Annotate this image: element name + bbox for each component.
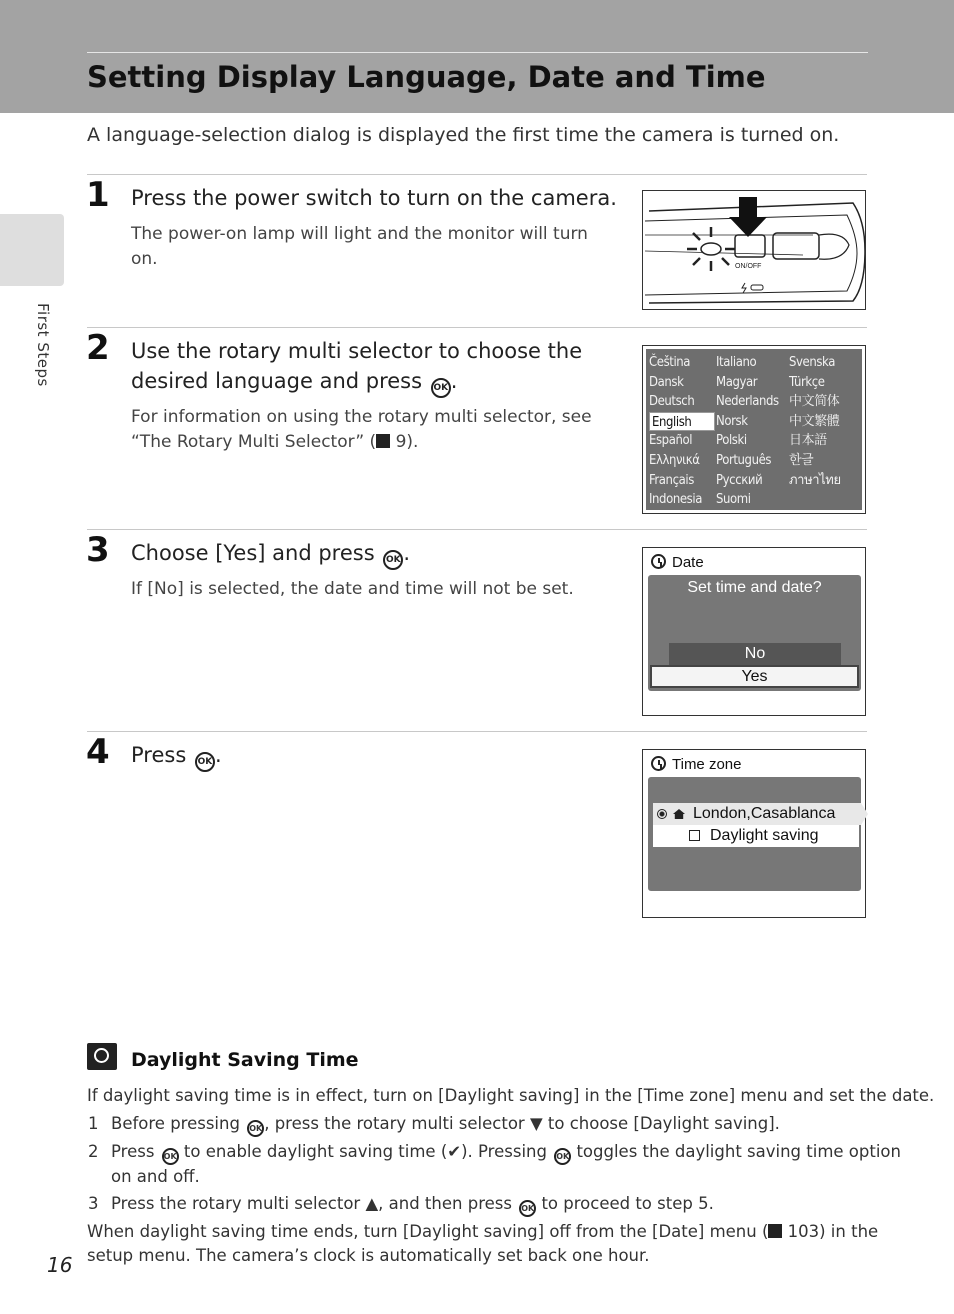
list-item <box>111 1192 714 1217</box>
language-grid <box>646 349 862 510</box>
clock-icon <box>651 756 666 771</box>
switch-label: ON/OFF <box>735 263 762 270</box>
step-title <box>131 538 410 570</box>
step-number: 3 <box>86 530 110 570</box>
header-band <box>0 0 954 113</box>
tip-outro-text: When daylight saving time ends, turn [Daylight saving] off from the [Date] menu ( <box>87 1222 769 1241</box>
language-column <box>716 353 779 510</box>
language-item[interactable]: 日本語 <box>789 433 827 449</box>
language-item[interactable]: Ελληνικά <box>649 452 700 468</box>
language-item[interactable]: Türkçe <box>789 374 825 390</box>
tip-magnifier-icon <box>87 1043 117 1070</box>
list-text: , and then press <box>378 1194 518 1213</box>
list-text: , press the rotary multi selector <box>264 1114 530 1133</box>
up-arrow-icon: ▲ <box>365 1194 379 1213</box>
down-arrow-icon: ▼ <box>529 1114 543 1133</box>
list-text: Press the rotary multi selector <box>111 1194 366 1213</box>
daylight-saving-row[interactable] <box>653 825 859 847</box>
language-menu-screen <box>642 345 866 514</box>
list-text: on and off. <box>111 1167 200 1186</box>
list-item <box>111 1140 901 1189</box>
language-item[interactable]: Dansk <box>649 374 684 390</box>
step-body-text: 9). <box>390 432 419 452</box>
time-zone-screen <box>642 749 866 918</box>
list-number: 2 <box>88 1142 99 1161</box>
step-body-line: For information on using the rotary multi selector, see <box>131 407 592 427</box>
daylight-saving-label: Daylight saving <box>710 827 819 844</box>
page-reference-icon <box>376 434 390 448</box>
option-no[interactable]: No <box>669 643 841 665</box>
step-title-line: Use the rotary multi selector to choose the <box>131 339 583 363</box>
language-item[interactable]: Nederlands <box>716 394 779 410</box>
period: . <box>214 743 222 767</box>
home-zone-row[interactable] <box>653 803 861 825</box>
tip-outro-text: 103) in the <box>782 1222 879 1241</box>
clock-icon <box>651 554 666 569</box>
page-reference-icon <box>768 1224 782 1238</box>
section-tab <box>0 214 64 286</box>
language-item-selected[interactable]: English <box>649 412 715 432</box>
list-number: 3 <box>88 1194 99 1213</box>
language-item[interactable]: Norsk <box>716 413 748 429</box>
step-number: 4 <box>86 732 110 772</box>
step-body <box>131 405 592 455</box>
step-number: 2 <box>86 328 110 368</box>
language-item[interactable]: Français <box>649 472 694 488</box>
list-text: Press <box>111 1142 160 1161</box>
list-text: Before pressing <box>111 1114 246 1133</box>
divider <box>87 327 867 328</box>
timezone-panel <box>648 777 861 891</box>
camera-top-drawing <box>643 191 866 310</box>
language-item[interactable]: Indonesia <box>649 492 702 508</box>
step-body: If [No] is selected, the date and time will not be set. <box>131 579 574 599</box>
list-text: to choose [Daylight saving]. <box>542 1114 780 1133</box>
period: . <box>450 369 458 393</box>
language-item[interactable]: Svenska <box>789 355 835 370</box>
screen-header-label: Time zone <box>672 756 742 773</box>
step-title <box>131 336 582 398</box>
step-title <box>131 740 222 772</box>
tip-title: Daylight Saving Time <box>131 1049 359 1071</box>
ok-button-icon: OK <box>519 1200 536 1217</box>
step-body-line: The power-on lamp will light and the monitor will turn <box>131 224 588 244</box>
option-yes-selected[interactable]: Yes <box>650 665 859 688</box>
page-title: Setting Display Language, Date and Time <box>87 60 766 94</box>
step-body-text: “The Rotary Multi Selector” ( <box>131 432 377 452</box>
language-item[interactable]: Čeština <box>649 355 691 370</box>
tip-intro: If daylight saving time is in effect, turn on [Daylight saving] in the [Time zone] menu and set the date. <box>87 1086 935 1105</box>
step-title-text: Choose [Yes] and press <box>131 541 375 565</box>
tip-outro <box>87 1220 878 1268</box>
language-item[interactable]: Suomi <box>716 492 751 508</box>
step-body <box>131 222 588 272</box>
step-title: Press the power switch to turn on the camera. <box>131 186 617 210</box>
step-body-line: on. <box>131 249 158 269</box>
list-text: ). Pressing <box>461 1142 553 1161</box>
tip-outro-text: setup menu. The camera’s clock is automatically set back one hour. <box>87 1246 650 1265</box>
screen-header-label: Date <box>672 554 704 571</box>
checkmark-icon: ✔ <box>447 1142 462 1161</box>
date-dialog-screen <box>642 547 866 716</box>
camera-illustration <box>642 190 866 310</box>
dialog-panel <box>648 575 861 691</box>
target-icon <box>657 809 667 819</box>
language-item[interactable]: Русский <box>716 472 763 488</box>
step-number: 1 <box>86 175 110 215</box>
period: . <box>403 541 411 565</box>
language-item[interactable]: Português <box>716 452 772 468</box>
step-title-line: desired language and press <box>131 369 423 393</box>
language-item[interactable]: 한글 <box>789 452 814 468</box>
language-column <box>649 353 715 510</box>
section-label: First Steps <box>34 303 52 387</box>
list-text: toggles the daylight saving time option <box>571 1142 901 1161</box>
language-column <box>789 353 841 490</box>
language-item[interactable]: Italiano <box>716 355 757 370</box>
list-text: to proceed to step 5. <box>536 1194 714 1213</box>
ok-button-icon: OK <box>431 378 451 398</box>
list-text: to enable daylight saving time ( <box>178 1142 448 1161</box>
divider <box>87 529 867 530</box>
language-item[interactable]: Polski <box>716 433 747 449</box>
checkbox-icon[interactable] <box>689 830 700 841</box>
zone-name: London,Casablanca <box>693 805 836 822</box>
dialog-question: Set time and date? <box>687 579 822 596</box>
ok-button-icon: OK <box>195 752 215 772</box>
ok-button-icon: OK <box>162 1148 179 1165</box>
ok-button-icon: OK <box>554 1148 571 1165</box>
language-item[interactable]: Deutsch <box>649 394 695 410</box>
screen-header <box>651 756 741 773</box>
step-title-text: Press <box>131 743 187 767</box>
list-number: 1 <box>88 1114 99 1133</box>
language-item[interactable]: 中文简体 <box>789 394 840 410</box>
home-icon <box>673 809 685 819</box>
language-item[interactable]: ภาษาไทย <box>789 472 841 488</box>
language-item[interactable]: 中文繁體 <box>789 413 840 429</box>
screen-header <box>651 554 704 571</box>
right-arrow-icon <box>861 803 868 825</box>
header-rule <box>87 52 868 53</box>
language-item[interactable]: Magyar <box>716 374 758 390</box>
divider <box>87 174 867 175</box>
page-number: 16 <box>47 1253 73 1277</box>
language-item[interactable]: Español <box>649 433 693 449</box>
ok-button-icon: OK <box>383 550 403 570</box>
divider <box>87 731 867 732</box>
list-item <box>111 1112 780 1137</box>
intro-text: A language-selection dialog is displayed the first time the camera is turned on. <box>87 124 840 146</box>
ok-button-icon: OK <box>247 1120 264 1137</box>
